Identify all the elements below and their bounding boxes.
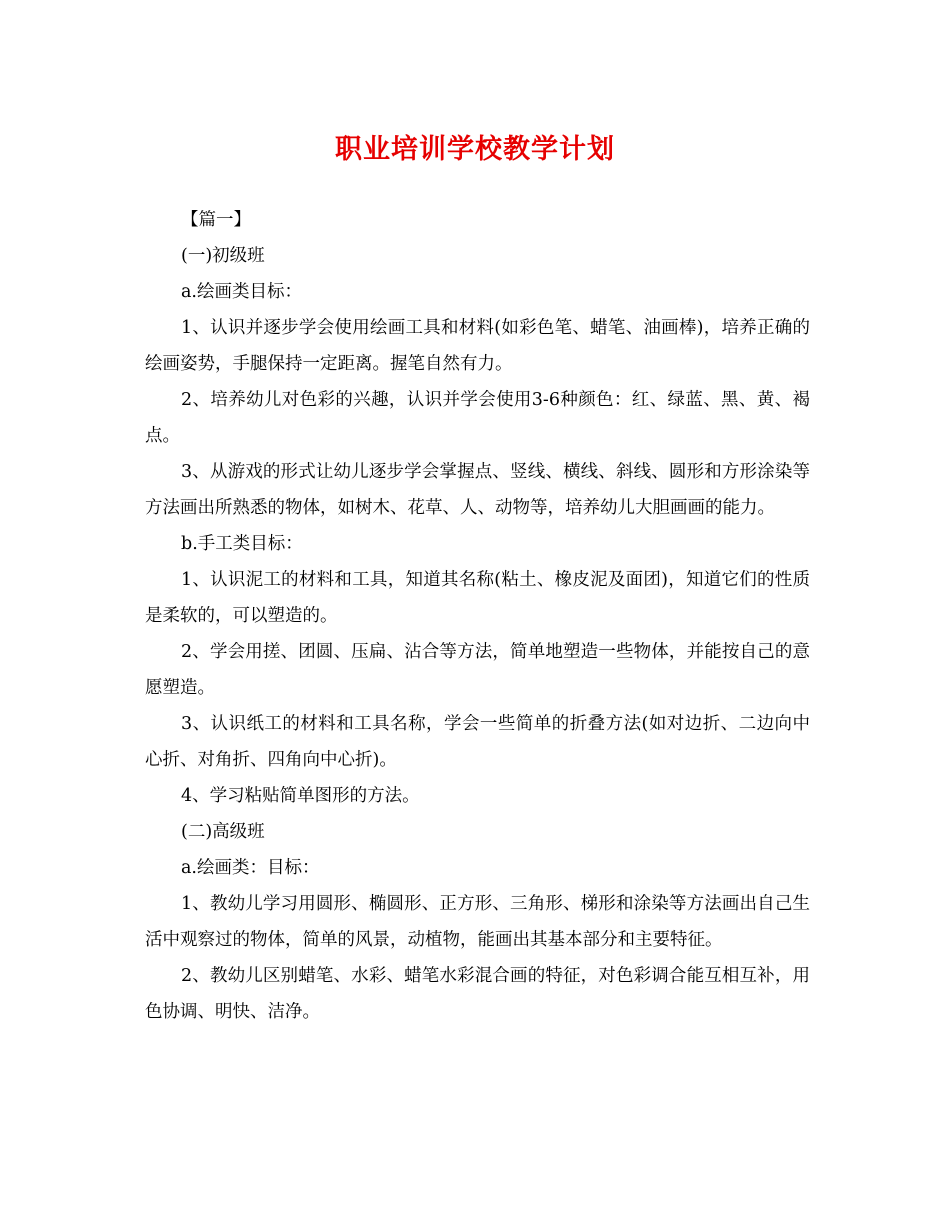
senior-painting-item: 1、教幼儿学习用圆形、椭圆形、正方形、三角形、梯形和涂染等方法画出自己生活中观察过的物体，简单的风景，动植物，能画出其基本部分和主要特征。 (145, 894, 810, 950)
senior-painting-goal-heading: a.绘画类：目标： (181, 858, 320, 878)
handcraft-item: 4、学习粘贴简单图形的方法。 (181, 786, 420, 806)
handcraft-item: 2、学会用搓、团圆、压扁、沾合等方法，简单地塑造一些物体，并能按自己的意愿塑造。 (145, 642, 810, 698)
painting-item: 1、认识并逐步学会使用绘画工具和材料(如彩色笔、蜡笔、油画棒)，培养正确的绘画姿势，手腿保持一定距离。握笔自然有力。 (145, 318, 810, 374)
handcraft-goal-heading: b.手工类目标： (181, 534, 303, 554)
document-body (145, 202, 810, 1030)
painting-goal-heading: a.绘画类目标： (181, 282, 302, 302)
document-title: 职业培训学校教学计划 (335, 134, 615, 165)
handcraft-item: 3、认识纸工的材料和工具名称，学会一些简单的折叠方法(如对边折、二边向中心折、对角折、四角向中心折)。 (145, 714, 810, 770)
painting-item: 2、培养幼儿对色彩的兴趣，认识并学会使用3-6种颜色：红、绿蓝、黑、黄、褐点。 (145, 390, 810, 446)
handcraft-item: 1、认识泥工的材料和工具，知道其名称(粘土、橡皮泥及面团)，知道它们的性质是柔软的，可以塑造的。 (145, 570, 810, 626)
senior-painting-item: 2、教幼儿区别蜡笔、水彩、蜡笔水彩混合画的特征，对色彩调合能互相互补，用色协调、明快、洁净。 (145, 966, 810, 1022)
junior-class-heading: (一)初级班 (181, 246, 265, 266)
senior-class-heading: (二)高级班 (181, 822, 265, 842)
painting-item: 3、从游戏的形式让幼儿逐步学会掌握点、竖线、横线、斜线、圆形和方形涂染等方法画出所熟悉的物体，如树木、花草、人、动物等，培养幼儿大胆画画的能力。 (145, 462, 810, 518)
section-heading: 【篇一】 (181, 210, 251, 230)
